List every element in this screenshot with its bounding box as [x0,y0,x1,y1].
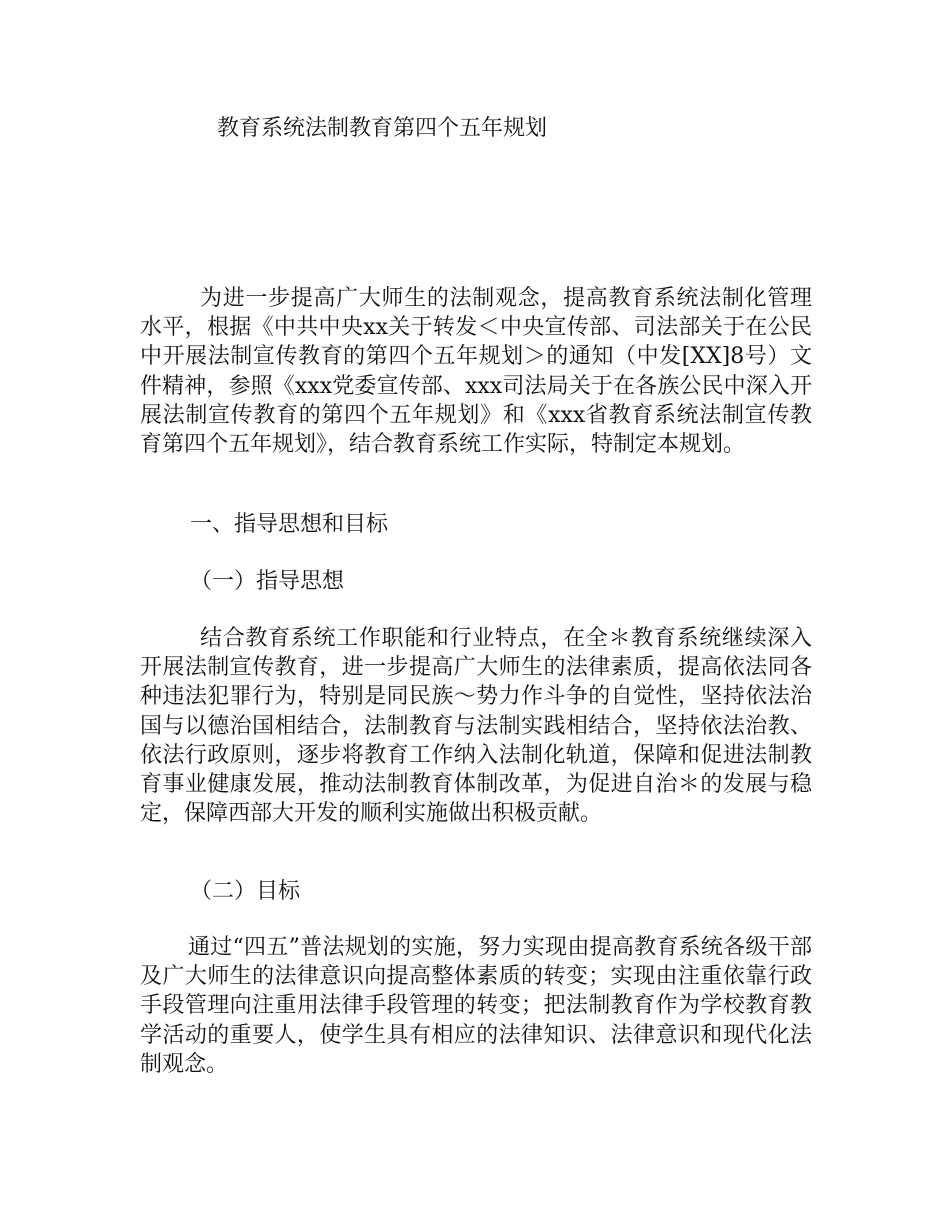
section-heading-guidance-and-goals: 一、指导思想和目标 [190,512,389,537]
intro-paragraph: 为进一步提高广大师生的法制观念，提高教育系统法制化管理水平，根据《中共中央xx关于转发＜中央宣传部、司法部关于在公民中开展法制宣传教育的第四个五年规划＞的通知（中发[XX]8号）文件精神，参照《xxx党委宣传部、xxx司法局关于在各族公民中深入开展法制宣传教育的第四个五年规划》和《xxx省教育系统法制宣传教育第四个五年规划》，结合教育系统工作实际，特制定本规划。 [140,286,812,458]
goals-paragraph: 通过“四五”普法规划的实施，努力实现由提高教育系统各级干部及广大师生的法律意识向提高整体素质的转变；实现由注重依靠行政手段管理向注重用法律手段管理的转变；把法制教育作为学校教育教学活动的重要人，使学生具有相应的法律知识、法律意识和现代化法制观念。 [140,935,812,1077]
subsection-heading-guiding-ideology: （一）指导思想 [190,569,345,594]
guiding-ideology-paragraph: 结合教育系统工作职能和行业特点，在全＊教育系统继续深入开展法制宣传教育，进一步提高广大师生的法律素质，提高依法同各种违法犯罪行为，特别是同民族～势力作斗争的自觉性，坚持依法治国与以德治国相结合，法制教育与法制实践相结合，坚持依法治教、依法行政原则，逐步将教育工作纳入法制化轨道，保障和促进法制教育事业健康发展，推动法制教育体制改革，为促进自治＊的发展与稳定，保障西部大开发的顺利实施做出积极贡献。 [140,626,812,827]
document-title: 教育系统法制教育第四个五年规划 [217,116,548,141]
subsection-heading-goals: （二）目标 [190,879,301,904]
